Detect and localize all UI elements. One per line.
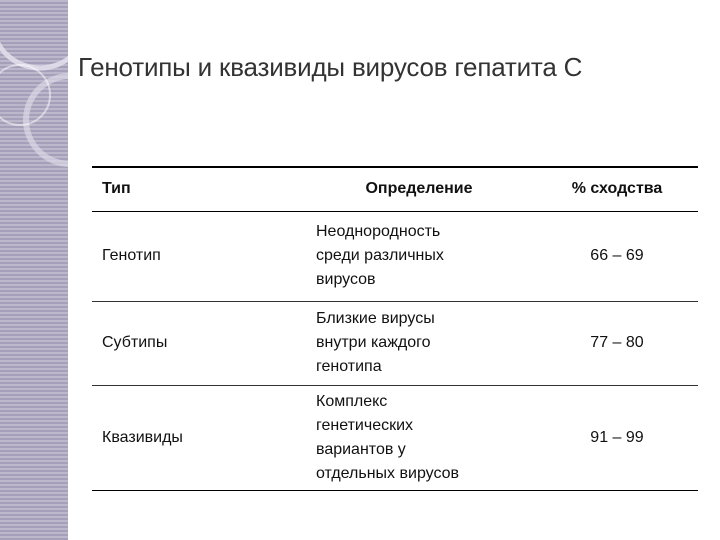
table-header-row [92, 167, 698, 211]
decorative-side-strip [0, 0, 68, 540]
table-row [92, 211, 698, 301]
cell-definition [302, 301, 536, 385]
definition-line: среди различных [316, 247, 444, 264]
cell-definition [302, 385, 536, 490]
cell-type: Квазивиды [102, 428, 183, 446]
cell-type: Субтипы [102, 334, 168, 351]
hcv-table [92, 166, 698, 491]
header-similarity: % сходства [571, 180, 663, 198]
definition-line: отдельных вирусов [316, 464, 460, 482]
definition-line: Близкие вирусы [316, 310, 435, 327]
decorative-circles [0, 0, 68, 540]
definition-line: генетических [316, 416, 414, 434]
definition-line: вариантов у [316, 440, 406, 458]
definition-line: вирусов [316, 271, 376, 288]
header-type: Тип [102, 180, 131, 198]
cell-similarity: 77 – 80 [590, 334, 644, 351]
cell-similarity: 66 – 69 [590, 247, 644, 264]
table-row [92, 385, 698, 490]
definition-line: Неоднородность [316, 223, 441, 240]
cell-similarity: 91 – 99 [590, 428, 644, 446]
definition-line: генотипа [316, 358, 382, 375]
cell-definition [302, 211, 536, 301]
header-definition: Определение [365, 180, 473, 198]
definition-line: внутри каждого [316, 334, 431, 351]
definition-line: Комплекс [316, 392, 388, 410]
cell-type: Генотип [102, 247, 161, 264]
page-title: Генотипы и квазивиды вирусов гепатита С [78, 52, 583, 82]
table-row [92, 301, 698, 385]
